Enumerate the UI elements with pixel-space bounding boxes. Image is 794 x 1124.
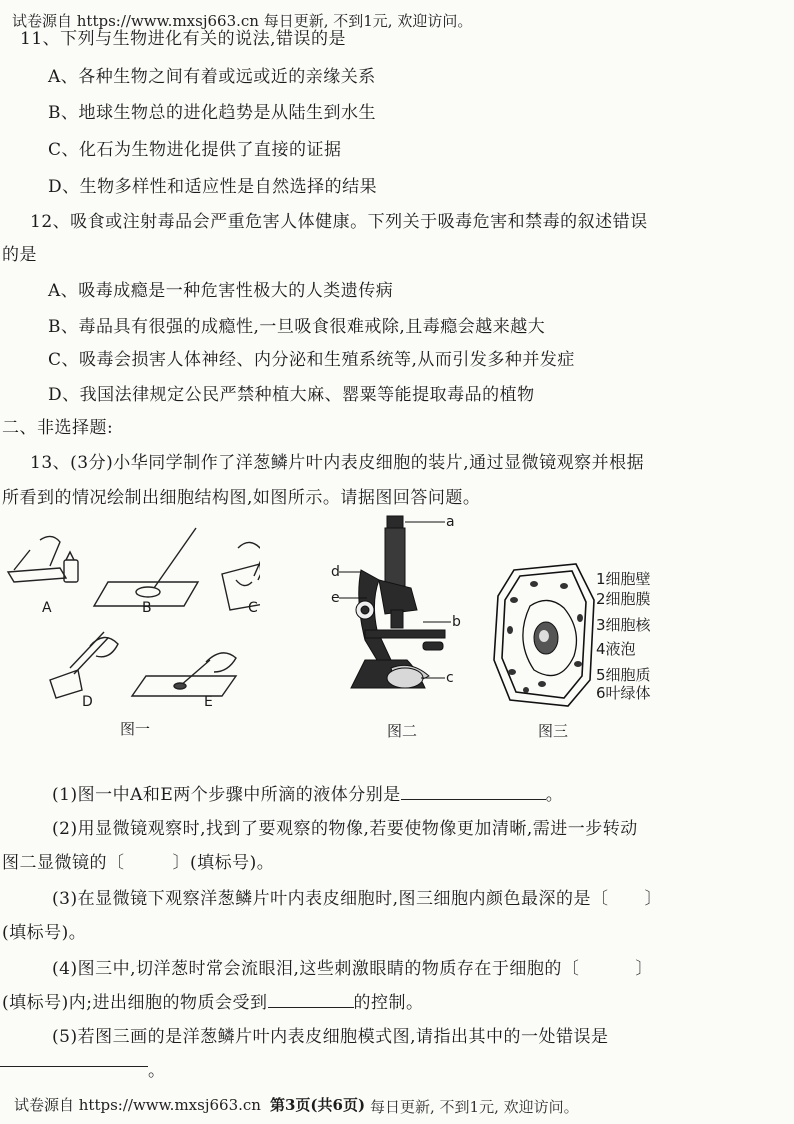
q11-option-a: A、各种生物之间有着或远或近的亲缘关系 (48, 67, 376, 87)
q13-sub3-line1 (52, 884, 662, 909)
q13-sub2-line1: (2)用显微镜观察时,找到了要观察的物像,若要使物像更加清晰,需进一步转动 (52, 819, 638, 839)
q12-option-c: C、吸毒会损害人体神经、内分泌和生殖系统等,从而引发多种并发症 (48, 350, 575, 370)
q12-option-a: A、吸毒成瘾是一种危害性极大的人类遗传病 (48, 281, 394, 301)
fig1-caption: 图一 (120, 720, 151, 738)
figure-1-drawing (0, 520, 260, 750)
q13-sub3-text-a: (3)在显微镜下观察洋葱鳞片叶内表皮细胞时,图三细胞内颜色最深的是〔 (52, 889, 609, 909)
section-heading: 二、非选择题: (2, 418, 114, 438)
fig1-label-a: A (42, 600, 52, 616)
figure-1-procedure (0, 520, 260, 750)
q13-sub2-text-a: 图二显微镜的〔 (2, 853, 125, 873)
q13-sub2-line2 (2, 848, 274, 873)
q13-sub4-text-d: 的控制。 (353, 993, 424, 1013)
footer-tail: 每日更新, 不到1元, 欢迎访问。 (370, 1098, 579, 1116)
q11-option-d: D、生物多样性和适应性是自然选择的结果 (48, 177, 378, 197)
q13-sub3-text-b: 〕 (644, 889, 662, 909)
fig3-label-vacuole: 4液泡 (596, 640, 636, 658)
answer-blank-5[interactable] (0, 1066, 148, 1067)
q13-sub4-text-b: 〕 (635, 959, 653, 979)
q13-stem-line2: 所看到的情况绘制出细胞结构图,如图所示。请据图回答问题。 (2, 488, 481, 508)
fig2-part-b: b (452, 614, 461, 630)
fig2-part-e: e (331, 590, 340, 606)
watermark-bottom: 试卷源自 https://www.mxsj663.cn (14, 1096, 261, 1114)
q13-sub4-line1 (52, 954, 653, 979)
fig3-label-cell-wall: 1细胞壁 (596, 570, 651, 588)
figure-3-drawing (490, 560, 600, 710)
q12-option-b: B、毒品具有很强的成瘾性,一旦吸食很难戒除,且毒瘾会越来越大 (48, 317, 546, 337)
figure-2-microscope (325, 510, 470, 750)
q13-stem-line1: 13、(3分)小华同学制作了洋葱鳞片叶内表皮细胞的装片,通过显微镜观察并根据 (30, 453, 645, 473)
fig1-label-c: C (248, 600, 258, 616)
q13-sub1-end: 。 (545, 785, 564, 805)
figure-3-cell (490, 560, 670, 750)
fig2-part-d: d (331, 564, 340, 580)
answer-blank-1[interactable] (401, 783, 546, 800)
q12-option-d: D、我国法律规定公民严禁种植大麻、罂粟等能提取毒品的植物 (48, 385, 535, 405)
fig1-label-e: E (204, 694, 213, 710)
watermark-top: 试卷源自 https://www.mxsj663.cn 每日更新, 不到1元, 欢迎访问。 (12, 12, 473, 30)
q13-sub2-text-b: 〕(填标号)。 (172, 853, 275, 873)
fig3-label-chloroplast: 6叶绿体 (596, 684, 651, 702)
fig3-label-cell-membrane: 2细胞膜 (596, 590, 651, 608)
fig3-label-nucleus: 3细胞核 (596, 616, 651, 634)
q13-sub1 (52, 780, 563, 805)
fig2-part-a: a (446, 514, 455, 530)
q13-sub3-line2: (填标号)。 (2, 923, 87, 943)
q13-sub5-end: 。 (148, 1061, 165, 1081)
fig2-part-c: c (446, 670, 454, 686)
q11-stem: 11、下列与生物进化有关的说法,错误的是 (20, 29, 347, 49)
q13-sub1-text: (1)图一中A和E两个步骤中所滴的液体分别是 (52, 785, 401, 805)
q13-sub4-text-c: (填标号)内;进出细胞的物质会受到 (2, 993, 268, 1013)
q12-stem-line2: 的是 (2, 245, 37, 265)
q11-option-c: C、化石为生物进化提供了直接的证据 (48, 140, 342, 160)
page-number: 第3页(共6页) (270, 1096, 366, 1114)
fig1-label-d: D (82, 694, 93, 710)
fig1-label-b: B (142, 600, 152, 616)
fig3-label-cytoplasm: 5细胞质 (596, 666, 651, 684)
fig2-caption: 图二 (387, 722, 418, 740)
q13-sub4-text-a: (4)图三中,切洋葱时常会流眼泪,这些刺激眼睛的物质存在于细胞的〔 (52, 959, 580, 979)
fig3-caption: 图三 (538, 722, 569, 740)
figure-2-drawing (325, 510, 470, 750)
answer-blank-4[interactable] (268, 991, 354, 1008)
q13-sub5-line1: (5)若图三画的是洋葱鳞片叶内表皮细胞模式图,请指出其中的一处错误是 (52, 1027, 609, 1047)
q13-sub4-line2 (2, 988, 424, 1013)
q11-option-b: B、地球生物总的进化趋势是从陆生到水生 (48, 103, 376, 123)
q12-stem-line1: 12、吸食或注射毒品会严重危害人体健康。下列关于吸毒危害和禁毒的叙述错误 (30, 212, 648, 232)
